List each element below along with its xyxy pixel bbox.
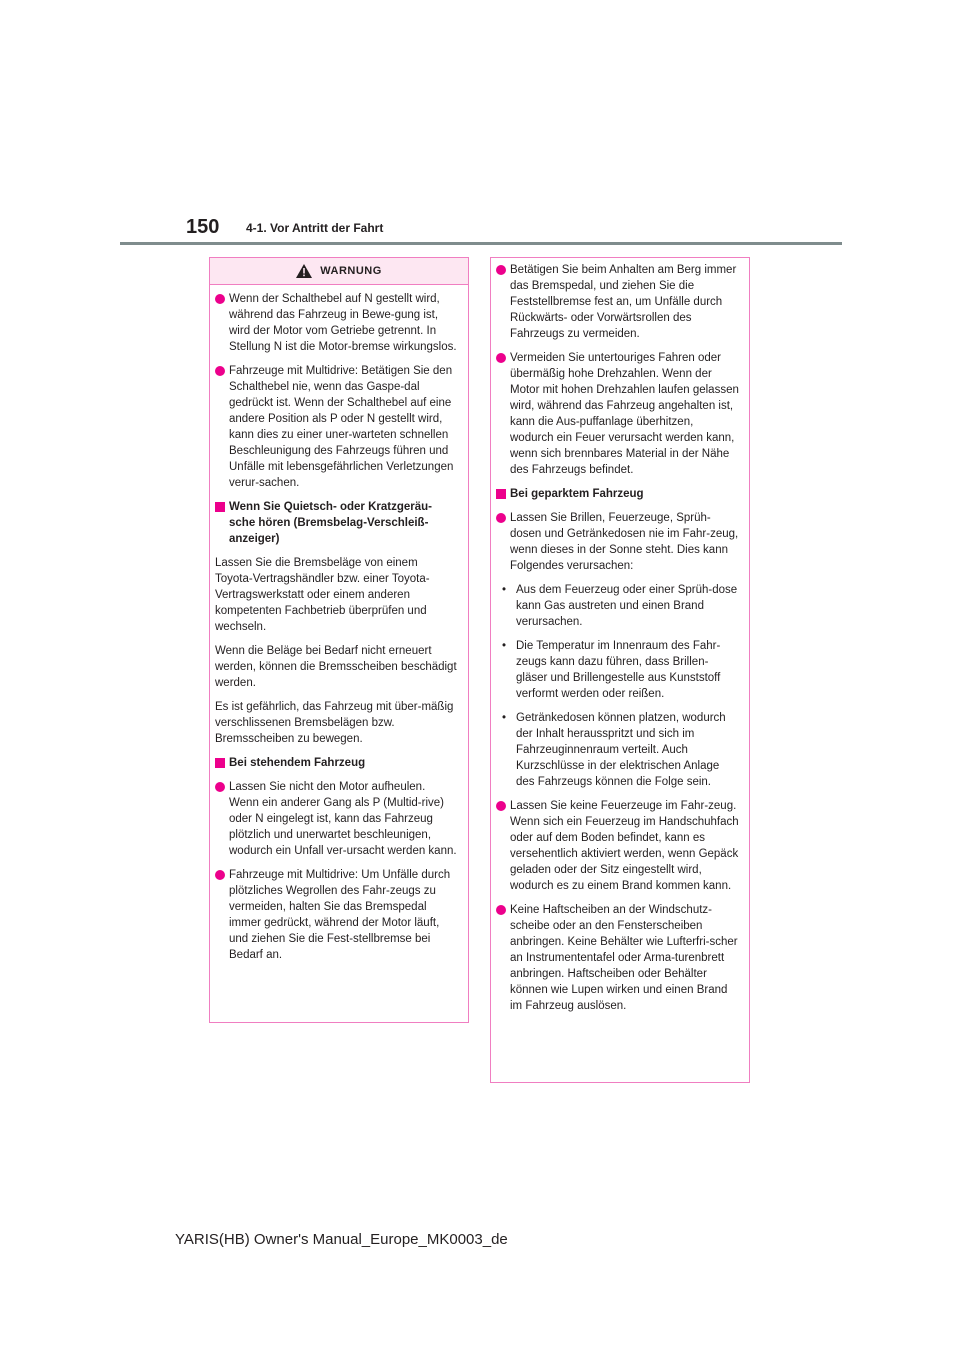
left-items [215,291,458,963]
list-item [215,363,458,491]
item-text: Die Temperatur im Innenraum des Fahr-zeugs kann dazu führen, dass Brillen-gläser und Brillengestelle aus Kunststoff verformt werden oder reißen. [516,640,721,700]
sub-bullet-item [496,638,739,702]
page-header [0,0,960,250]
bullet-dot-icon: • [502,712,507,724]
list-item [496,262,739,342]
warning-triangle-icon [296,264,312,278]
header-rule [120,242,842,245]
item-text: Wenn der Schalthebel auf N gestellt wird, während das Fahrzeug in Bewe-gung ist, wird der Motor vom Getriebe getrennt. In Stellung N ist die Motor-bremse wirkungslos. [229,293,457,353]
paragraph: Wenn die Beläge bei Bedarf nicht erneuert werden, können die Bremsscheiben beschädigt werden. [215,645,457,689]
bullet-circle-icon [215,294,225,304]
list-item [215,867,458,963]
bullet-square-icon [215,758,225,768]
list-item [496,902,739,1014]
section-title: 4-1. Vor Antritt der Fahrt [246,221,384,235]
sub-bullet-item [496,582,739,630]
subheading [215,755,458,771]
item-text: Fahrzeuge mit Multidrive: Um Unfälle durch plötzliches Wegrollen des Fahr-zeugs zu vermeiden, halten Sie das Bremspedal immer gedrückt, während der Motor läuft, und ziehen Sie die Fest-stellbremse bei Bedarf an. [229,869,451,961]
bullet-circle-icon [496,801,506,811]
item-text: Vermeiden Sie untertouriges Fahren oder übermäßig hohe Drehzahlen. Wenn der Motor mit hohen Drehzahlen laufen gelassen wird, während das Fahrzeug angehalten ist, kann die Aus-puffanlage überhitzen, wodurch ein Feuer verursacht werden kann, wenn sich brennbares Material in der Nähe des Fahrzeugs befindet. [510,352,739,476]
item-text: Bei stehendem Fahrzeug [229,757,366,769]
list-item [215,291,458,355]
list-item [496,510,739,574]
bullet-square-icon [496,489,506,499]
paragraph: Es ist gefährlich, das Fahrzeug mit über-mäßig verschlissenen Bremsbelägen bzw. Bremsscheiben zu bewegen. [215,701,454,745]
subheading [496,486,739,502]
paragraph: Lassen Sie die Bremsbeläge von einem Toyota-Vertragshändler bzw. einer Toyota-Vertragswerkstatt oder einem anderen kompetenten Fachbetrieb überprüfen und wechseln. [215,557,430,633]
subheading [215,499,458,547]
item-text: Lassen Sie nicht den Motor aufheulen. Wenn ein anderer Gang als P (Multid-rive) oder N eingelegt ist, kann das Fahrzeug plötzlich und unerwartet beschleunigen, wodurch ein Unfall ver-ursacht werden kann. [229,781,457,857]
item-text: Fahrzeuge mit Multidrive: Betätigen Sie den Schalthebel nie, wenn das Gaspe-dal gedrückt ist. Wenn der Schalthebel auf eine andere Position als P oder N gestellt wird, kann dies zu einer uner-warteten schnellen Beschleunigung des Fahrzeugs führen und Unfälle mit lebensgefährlichen Verletzungen verur-sachen. [229,365,454,489]
bullet-circle-icon [215,870,225,880]
bullet-circle-icon [215,366,225,376]
bullet-circle-icon [496,513,506,523]
bullet-circle-icon [215,782,225,792]
item-text: Getränkedosen können platzen, wodurch der Inhalt herausspritzt und sich im Fahrzeuginnenraum verteilt. Auch Kurzschlüsse in der elektrischen Anlage des Fahrzeugs können die Folge sein. [516,712,726,788]
bullet-circle-icon [496,905,506,915]
bullet-circle-icon [496,265,506,275]
item-text: Wenn Sie Quietsch- oder Kratzgeräu-sche hören (Bremsbelag-Verschleiß-anzeiger) [229,501,432,545]
list-item [215,779,458,859]
warning-header [210,258,468,285]
item-text: Lassen Sie Brillen, Feuerzeuge, Sprüh-dosen und Getränkedosen nie im Fahr-zeug, wenn dieses in der Sonne steht. Dies kann Folgendes verursachen: [510,512,739,572]
item-text: Lassen Sie keine Feuerzeuge im Fahr-zeug. Wenn sich ein Feuerzeug im Handschuhfach oder auf dem Boden befindet, kann es versehentlich aktiviert werden, wenn Gepäck geladen oder der Sitz eingestellt wird, wodurch es zu einem Brand kommen kann. [510,800,739,892]
warning-box-right [490,257,750,1083]
bullet-square-icon [215,502,225,512]
bullet-dot-icon: • [502,584,507,596]
bullet-dot-icon: • [502,640,507,652]
list-item [496,350,739,478]
item-text: Keine Haftscheiben an der Windschutz-scheibe oder an den Fensterscheiben anbringen. Keine Behälter wie Lufterfri-scher an Instrumententafel oder Arma-turenbrett anbringen. Haftscheiben oder Behälter können wie Lupen wirken und einen Brand im Fahrzeug auslösen. [510,904,738,1012]
sub-bullet-item [496,710,739,790]
item-text: Aus dem Feuerzeug oder einer Sprüh-dose kann Gas austreten und einen Brand verursachen. [516,584,738,628]
page-number: 150 [186,216,220,238]
bullet-circle-icon [496,353,506,363]
footer-text: YARIS(HB) Owner's Manual_Europe_MK0003_de [175,1231,508,1248]
right-items [496,262,739,1014]
item-text: Bei geparktem Fahrzeug [510,488,644,500]
warning-title: WARNUNG [320,265,382,277]
list-item [496,798,739,894]
item-text: Betätigen Sie beim Anhalten am Berg immer das Bremspedal, und ziehen Sie die Feststellbremse fest an, um Unfälle durch Rückwärts- oder Vorwärtsrollen des Fahrzeugs zu vermeiden. [510,264,737,340]
warning-box-left [209,257,469,1023]
